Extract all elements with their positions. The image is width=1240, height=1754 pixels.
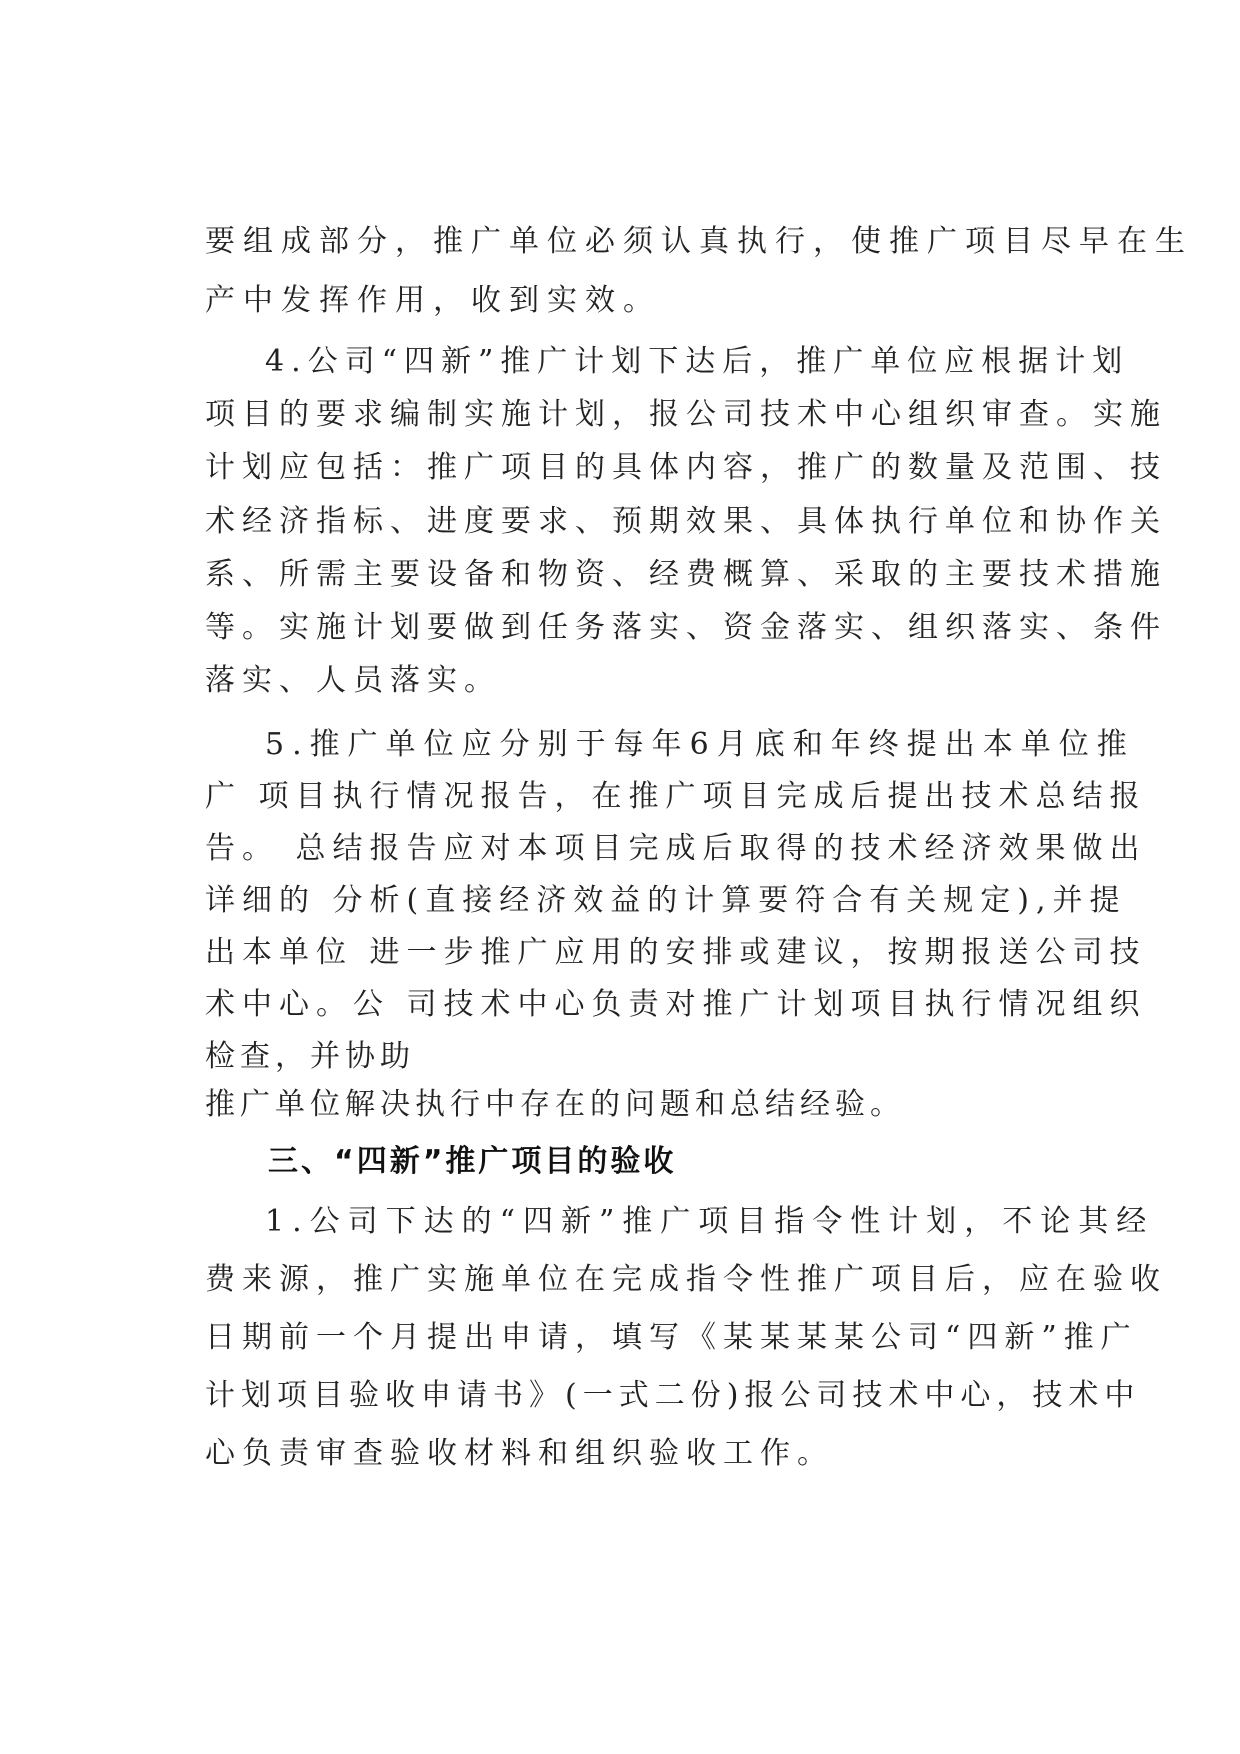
paragraph-5-line-3: 告。 总结报告应对本项目完成后取得的技术经济效果做出: [205, 831, 1147, 866]
section-3-item-1-line-1: 1.公司下达的“四新”推广项目指令性计划，不论其经: [265, 1204, 1155, 1239]
paragraph-4-line-3: 计划应包括：推广项目的具体内容，推广的数量及范围、技: [205, 450, 1167, 485]
section-3-item-1-line-5: 心负责审查验收材料和组织验收工作。: [205, 1436, 834, 1471]
paragraph-5-line-8: 推广单位解决执行中存在的问题和总结经验。: [205, 1087, 905, 1122]
paragraph-4-line-1: 4.公司“四新”推广计划下达后，推广单位应根据计划: [265, 344, 1130, 379]
paragraph-4-line-2: 项目的要求编制实施计划，报公司技术中心组织审查。实施: [205, 397, 1167, 432]
paragraph-4-line-6: 等。实施计划要做到任务落实、资金落实、组织落实、条件: [205, 610, 1167, 645]
paragraph-5-line-5: 出本单位 进一步推广应用的安排或建议，按期报送公司技: [205, 935, 1147, 970]
paragraph-4-line-7: 落实、人员落实。: [205, 663, 501, 698]
paragraph-4-line-4: 术经济指标、进度要求、预期效果、具体执行单位和协作关: [205, 504, 1167, 539]
paragraph-4-line-5: 系、所需主要设备和物资、经费概算、采取的主要技术措施: [205, 557, 1167, 592]
paragraph-3-line-1: 要组成部分，推广单位必须认真执行，使推广项目尽早在生: [205, 224, 1193, 259]
section-3-item-1-line-2: 费来源，推广实施单位在完成指令性推广项目后，应在验收: [205, 1262, 1167, 1297]
section-3-item-1-line-3: 日期前一个月提出申请，填写《某某某某公司“四新”推广: [205, 1320, 1138, 1355]
section-heading: 三、“四新”推广项目的验收: [268, 1144, 677, 1179]
paragraph-5-line-4: 详细的 分析(直接经济效益的计算要符合有关规定),并提: [205, 883, 1127, 918]
paragraph-3-line-2: 产中发挥作用，收到实效。: [205, 283, 661, 318]
paragraph-5-line-2: 广 项目执行情况报告，在推广项目完成后提出技术总结报: [205, 779, 1147, 814]
paragraph-5-line-6: 术中心。公 司技术中心负责对推广计划项目执行情况组织: [205, 987, 1147, 1022]
paragraph-5-line-7: 检查，并协助: [205, 1039, 415, 1074]
section-3-item-1-line-4: 计划项目验收申请书》(一式二份)报公司技术中心，技术中: [205, 1378, 1141, 1413]
paragraph-5-line-1: 5.推广单位应分别于每年6月底和年终提出本单位推: [265, 727, 1135, 762]
